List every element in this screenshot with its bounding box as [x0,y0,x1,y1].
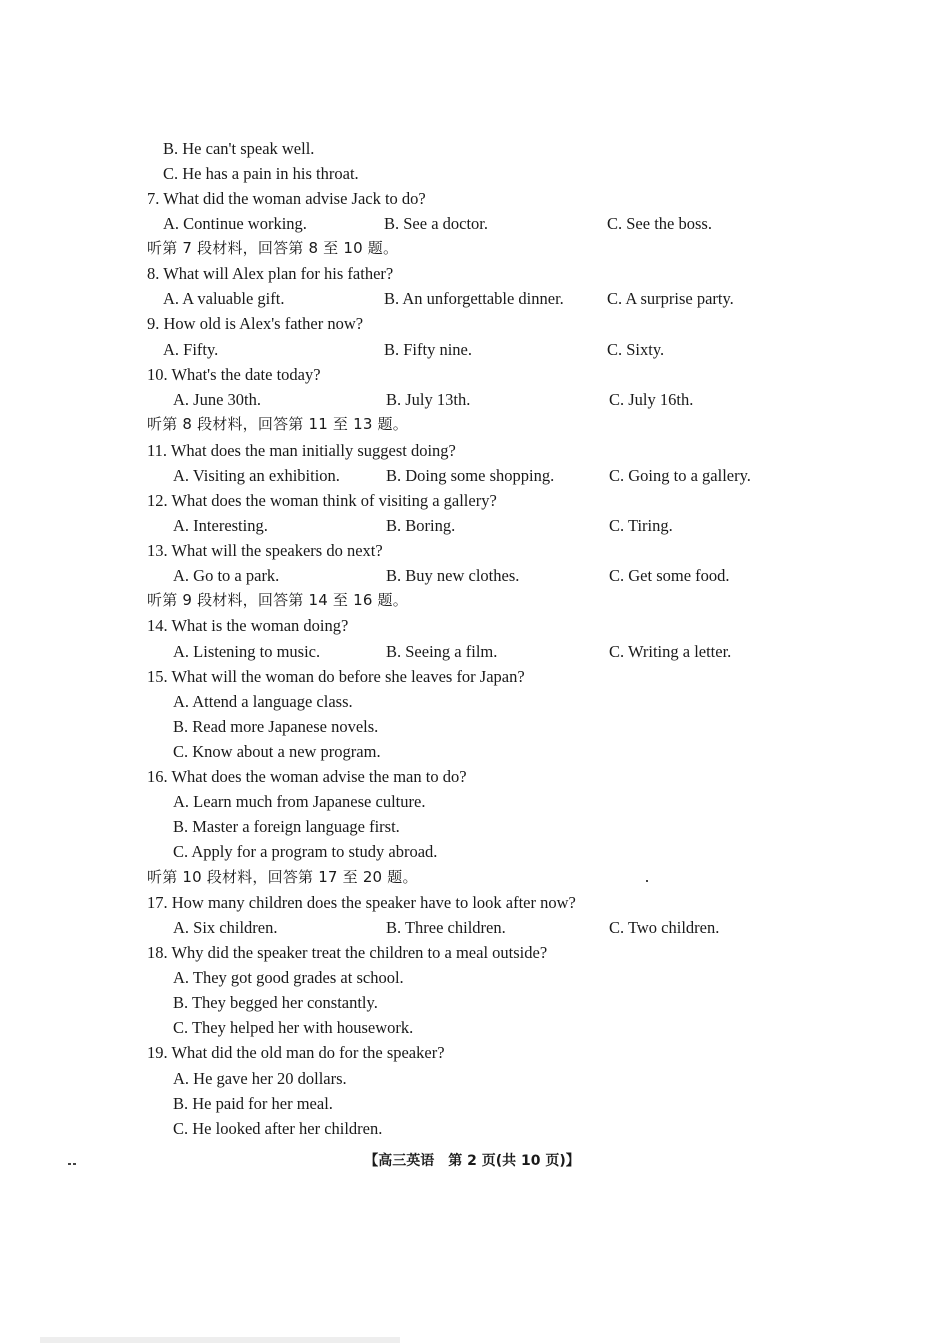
q13-option-a: A. Go to a park. [173,566,280,585]
q15-option-b: B. Read more Japanese novels. [173,717,379,736]
q14-option-b: B. Seeing a film. [386,642,498,661]
q17-option-b: B. Three children. [386,918,506,937]
section-9-heading: 听第 9 段材料，回答第 14 至 16 题。 [147,591,408,609]
q18-option-a: A. They got good grades at school. [173,968,404,987]
q7-option-a: A. Continue working. [163,214,307,233]
q15-option-a: A. Attend a language class. [173,692,353,711]
q16-option-a: A. Learn much from Japanese culture. [173,792,426,811]
q7-option-b: B. See a doctor. [384,214,489,233]
q16-question-line [0,764,950,789]
q8-option-a: A. A valuable gift. [163,289,285,308]
q9-options [0,337,950,362]
scan-speck [73,1163,76,1165]
q18-question-line [0,940,950,965]
q11-option-c: C. Going to a gallery. [609,466,751,485]
q18-option-c-line [0,1015,950,1040]
q15-question-line [0,664,950,689]
q9-option-b: B. Fifty nine. [384,340,473,359]
q8-option-b: B. An unforgettable dinner. [384,289,564,308]
q18-option-a-line [0,965,950,990]
scan-edge [40,1337,400,1343]
q13-option-b: B. Buy new clothes. [386,566,520,585]
q17-options [0,915,950,940]
q16-option-c: C. Apply for a program to study abroad. [173,842,438,861]
q9-option-a: A. Fifty. [163,340,219,359]
q11-option-a: A. Visiting an exhibition. [173,466,340,485]
q19-option-a: A. He gave her 20 dollars. [173,1069,347,1088]
q19-option-a-line [0,1066,950,1091]
q14-question-line [0,613,950,638]
q15-option-c-line [0,739,950,764]
q8-option-c: C. A surprise party. [607,289,734,308]
section-8-heading-line [0,412,950,437]
q10-question: 10. What's the date today? [147,365,321,384]
q19-option-c: C. He looked after her children. [173,1119,383,1138]
q12-option-a: A. Interesting. [173,516,268,535]
q13-question-line [0,538,950,563]
scan-speck [68,1163,71,1165]
q16-option-c-line [0,839,950,864]
q16-option-b: B. Master a foreign language first. [173,817,400,836]
page-footer [0,1149,950,1174]
q8-question-line [0,261,950,286]
section-10-heading-line [0,865,950,890]
q11-question: 11. What does the man initially suggest doing? [147,441,456,460]
q19-option-b: B. He paid for her meal. [173,1094,333,1113]
q17-option-a: A. Six children. [173,918,278,937]
q7-options [0,211,950,236]
q17-question-line [0,890,950,915]
q19-option-b-line [0,1091,950,1116]
q13-options [0,563,950,588]
q14-question: 14. What is the woman doing? [147,616,349,635]
q15-question: 15. What will the woman do before she leaves for Japan? [147,667,525,686]
q9-question-line [0,311,950,336]
q9-question: 9. How old is Alex's father now? [147,314,364,333]
q19-question-line [0,1040,950,1065]
q17-question: 17. How many children does the speaker have to look after now? [147,893,576,912]
q15-option-b-line [0,714,950,739]
section-7-heading-line [0,236,950,261]
q7-question-line [0,186,950,211]
q16-option-a-line [0,789,950,814]
q10-option-c: C. July 16th. [609,390,694,409]
q14-option-a: A. Listening to music. [173,642,321,661]
q6-option-b-line [0,136,950,161]
q19-option-c-line [0,1116,950,1141]
q7-option-c: C. See the boss. [607,214,712,233]
q19-question: 19. What did the old man do for the speaker? [147,1043,445,1062]
q10-question-line [0,362,950,387]
q8-options [0,286,950,311]
q11-option-b: B. Doing some shopping. [386,466,555,485]
q12-options [0,513,950,538]
q7-question: 7. What did the woman advise Jack to do? [147,189,426,208]
section-10-heading: 听第 10 段材料，回答第 17 至 20 题。 [147,868,418,886]
q12-option-b: B. Boring. [386,516,456,535]
q15-option-c: C. Know about a new program. [173,742,381,761]
q17-option-c: C. Two children. [609,918,720,937]
q10-options [0,387,950,412]
q12-question-line [0,488,950,513]
q6-option-c-line [0,161,950,186]
scan-speck [646,880,648,882]
section-9-heading-line [0,588,950,613]
q11-options [0,463,950,488]
q18-question: 18. Why did the speaker treat the children to a meal outside? [147,943,548,962]
page-number-label: 【高三英语 第 2 页(共 10 页)】 [364,1153,580,1169]
q15-option-a-line [0,689,950,714]
q14-options [0,639,950,664]
q6-option-b: B. He can't speak well. [163,139,315,158]
q10-option-b: B. July 13th. [386,390,471,409]
q11-question-line [0,438,950,463]
q18-option-b: B. They begged her constantly. [173,993,378,1012]
q12-question: 12. What does the woman think of visiting a gallery? [147,491,497,510]
q9-option-c: C. Sixty. [607,340,665,359]
section-7-heading: 听第 7 段材料，回答第 8 至 10 题。 [147,239,399,257]
q13-question: 13. What will the speakers do next? [147,541,383,560]
q13-option-c: C. Get some food. [609,566,730,585]
q8-question: 8. What will Alex plan for his father? [147,264,394,283]
q6-option-c: C. He has a pain in his throat. [163,164,359,183]
section-8-heading: 听第 8 段材料，回答第 11 至 13 题。 [147,415,408,433]
q18-option-b-line [0,990,950,1015]
q18-option-c: C. They helped her with housework. [173,1018,414,1037]
q14-option-c: C. Writing a letter. [609,642,732,661]
q16-option-b-line [0,814,950,839]
q16-question: 16. What does the woman advise the man to do? [147,767,467,786]
q12-option-c: C. Tiring. [609,516,673,535]
q10-option-a: A. June 30th. [173,390,261,409]
